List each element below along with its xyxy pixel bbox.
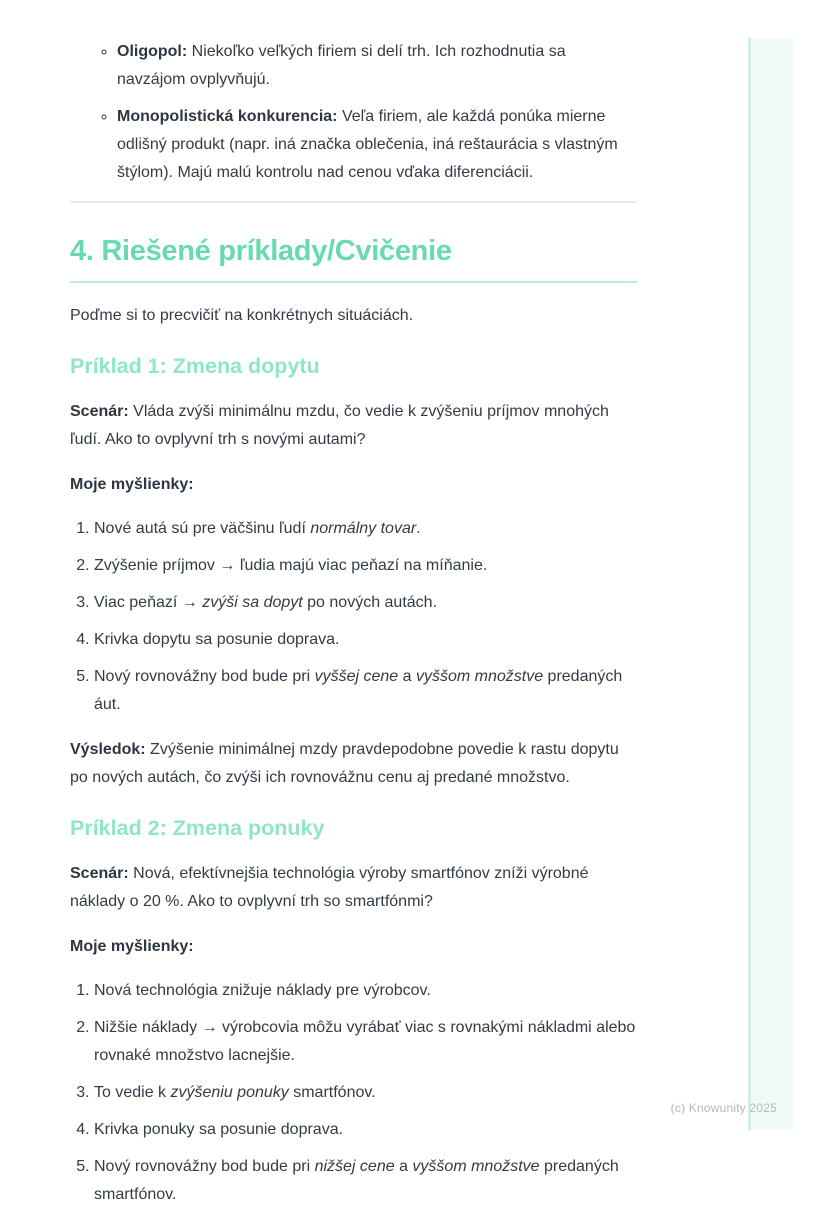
example1-scenario: [70, 398, 637, 454]
result-text: Zvýšenie minimálnej mzdy pravdepodobne povedie k rastu dopytu po nových autách, čo zvýši ich rovnovážnu cenu aj predané množstvo.: [70, 740, 619, 786]
section-divider: [70, 201, 637, 203]
step-item: [94, 1153, 637, 1209]
page-accent-bar: [748, 38, 793, 1130]
step-text: Krivka ponuky sa posunie doprava.: [94, 1120, 344, 1138]
document-page: [70, 0, 637, 1209]
step-text: predaných áut.: [94, 667, 623, 713]
section-heading: 4. Riešené príklady/Cvičenie: [70, 233, 637, 283]
step-text: Krivka dopytu sa posunie doprava.: [94, 630, 340, 648]
step-text: .: [416, 519, 421, 537]
example1-steps: [70, 515, 637, 719]
step-item: [94, 552, 637, 580]
step-text: Viac peňazí →: [94, 593, 203, 611]
step-item: [94, 626, 637, 654]
step-item: [94, 589, 637, 617]
term-label: Monopolistická konkurencia:: [117, 108, 338, 125]
step-text: Nová technológia znižuje náklady pre výrobcov.: [94, 981, 431, 999]
example1-result: [70, 736, 637, 792]
term-description: Niekoľko veľkých firiem si delí trh. Ich rozhodnutia sa navzájom ovplyvňujú.: [117, 43, 566, 88]
result-label: Výsledok:: [70, 740, 146, 758]
step-text: a: [398, 667, 416, 685]
example1-thoughts-label: [70, 471, 637, 499]
step-text-italic: vyššom množstve: [412, 1157, 540, 1175]
step-item: [94, 1116, 637, 1144]
example2-steps: [70, 977, 637, 1209]
section-intro: Poďme si to precvičiť na konkrétnych situáciách.: [70, 306, 414, 324]
step-text-italic: normálny tovar: [310, 519, 417, 537]
term-description: Veľa firiem, ale každá ponúka mierne odlišný produkt (napr. iná značka oblečenia, iná reštaurácia s vlastným štýlom). Majú malú kontrolu nad cenou vďaka diferenciácii.: [117, 108, 618, 181]
example2-scenario: [70, 860, 637, 916]
example2-thoughts-label: [70, 933, 637, 961]
step-text: Nový rovnovážny bod bude pri: [94, 1157, 315, 1175]
scenario-text: Nová, efektívnejšia technológia výroby smartfónov zníži výrobné náklady o 20 %. Ako to ovplyvní trh so smartfónmi?: [70, 864, 589, 910]
example2-heading: Príklad 2: Zmena ponuky: [70, 815, 325, 840]
thoughts-label: Moje myšlienky:: [70, 937, 194, 955]
step-item: [94, 1014, 637, 1070]
step-text-italic: zvýšeniu ponuky: [170, 1083, 289, 1101]
thoughts-label: Moje myšlienky:: [70, 475, 194, 493]
step-text: Zvýšenie príjmov → ľudia majú viac peňazí na míňanie.: [94, 556, 488, 574]
step-text: a: [394, 1157, 413, 1175]
step-item: [94, 1079, 637, 1107]
term-label: Oligopol:: [117, 43, 188, 60]
step-text-italic: zvýši sa dopyt: [202, 593, 303, 611]
step-item: [94, 977, 637, 1005]
list-item-oligopol: [117, 38, 637, 94]
step-text: Nový rovnovážny bod bude pri: [94, 667, 315, 685]
step-text: Nižšie náklady → výrobcovia môžu vyrábať viac s rovnakými nákladmi alebo rovnaké množstvo lacnejšie.: [94, 1018, 636, 1064]
step-text: To vedie k: [94, 1083, 171, 1101]
step-text-italic: nižšej cene: [314, 1157, 395, 1175]
scenario-label: Scenár:: [70, 864, 129, 882]
step-text: smartfónov.: [288, 1083, 376, 1101]
step-item: [94, 515, 637, 543]
watermark: (c) Knowunity 2025: [670, 1101, 777, 1115]
step-text: po nových autách.: [302, 593, 438, 611]
scenario-label: Scenár:: [70, 402, 129, 420]
step-text-italic: vyššom množstve: [415, 667, 544, 685]
step-item: [94, 663, 637, 719]
step-text: predaných smartfónov.: [94, 1157, 619, 1203]
step-text-italic: vyššej cene: [314, 667, 399, 685]
scenario-text: Vláda zvýši minimálnu mzdu, čo vedie k zvýšeniu príjmov mnohých ľudí. Ako to ovplyvní trh s novými autami?: [70, 402, 609, 448]
step-text: Nové autá sú pre väčšinu ľudí: [94, 519, 311, 537]
market-structures-list: [70, 38, 637, 187]
list-item-monopolisticka-konkurencia: [117, 103, 637, 187]
example1-heading: Príklad 1: Zmena dopytu: [70, 353, 320, 378]
